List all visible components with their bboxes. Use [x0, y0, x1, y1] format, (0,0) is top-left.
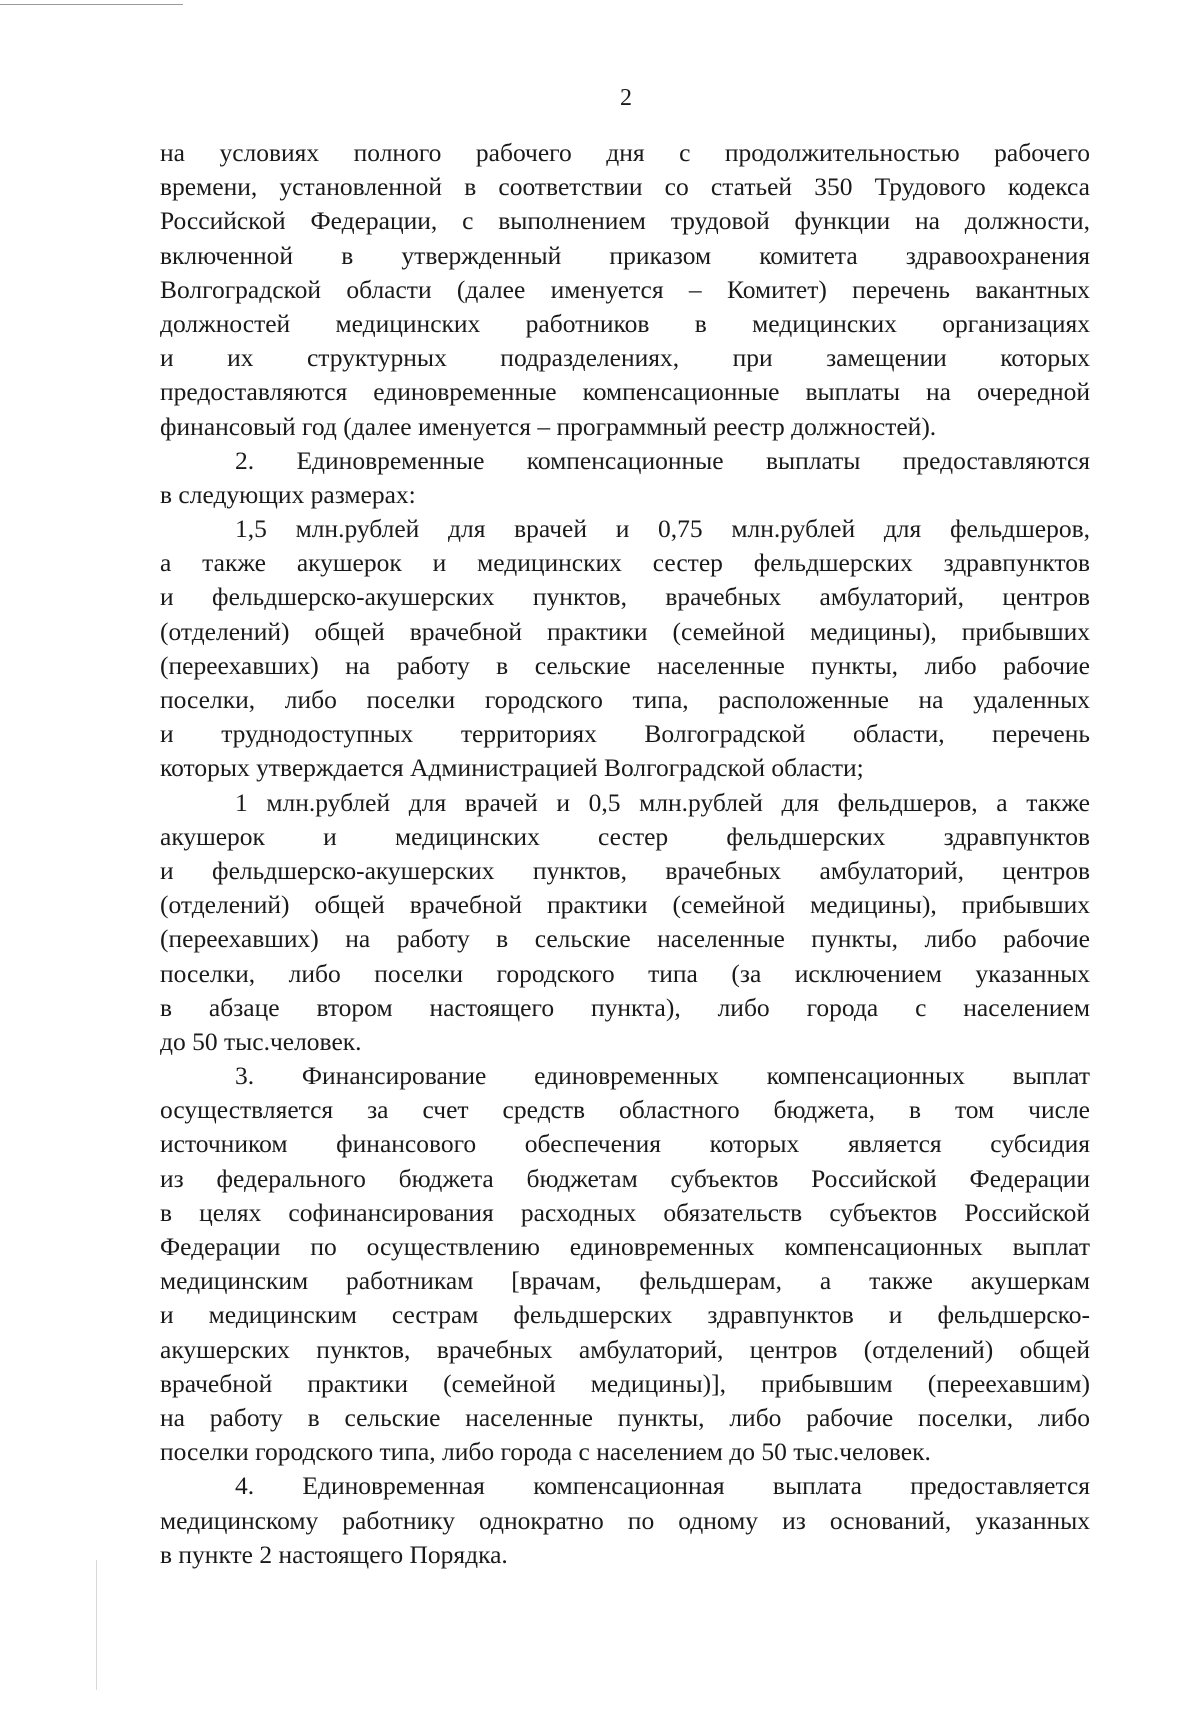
document-body [160, 136, 1090, 1572]
text-line: и фельдшерско-акушерских пунктов, врачебных амбулаторий, центров [160, 855, 1090, 885]
text-line: Российской Федерации, с выполнением трудовой функции на должности, [160, 206, 1090, 236]
text-line: и их структурных подразделениях, при замещении которых [160, 343, 1090, 373]
paragraph-first-line: 3. Финансирование единовременных компенсационных выплат [235, 1061, 1090, 1091]
text-line: финансовый год (далее именуется – программный реестр должностей). [160, 411, 937, 441]
text-line: в целях софинансирования расходных обязательств субъектов Российской [160, 1197, 1090, 1227]
text-line: источником финансового обеспечения которых является субсидия [160, 1129, 1090, 1159]
text-line: (отделений) общей врачебной практики (семейной медицины), прибывших [160, 616, 1090, 646]
text-line: на условиях полного рабочего дня с продолжительностью рабочего [160, 138, 1090, 167]
paragraph-first-line: 4. Единовременная компенсационная выплата предоставляется [235, 1471, 1090, 1501]
text-line: должностей медицинских работников в медицинских организациях [160, 308, 1090, 338]
text-line: и медицинским сестрам фельдшерских здравпунктов и фельдшерско- [160, 1300, 1090, 1330]
text-line: включенной в утвержденный приказом комитета здравоохранения [160, 240, 1090, 270]
text-line: Федерации по осуществлению единовременных компенсационных выплат [160, 1232, 1090, 1261]
text-line: а также акушерок и медицинских сестер фельдшерских здравпунктов [160, 548, 1090, 578]
text-line: в пункте 2 настоящего Порядка. [160, 1539, 508, 1569]
text-line: Волгоградской области (далее именуется – Комитет) перечень вакантных [160, 274, 1090, 304]
text-line: медицинским работникам [врачам, фельдшерам, а также акушеркам [160, 1266, 1090, 1296]
text-line: медицинскому работнику однократно по одному из оснований, указанных [160, 1505, 1090, 1535]
text-line: времени, установленной в соответствии со статьей 350 Трудового кодекса [160, 172, 1090, 202]
text-line: в следующих размерах: [160, 479, 416, 509]
text-line: в абзаце втором настоящего пункта), либо города с населением [160, 992, 1090, 1022]
text-line: предоставляются единовременные компенсационные выплаты на очередной [160, 377, 1090, 407]
text-line: (переехавших) на работу в сельские населенные пункты, либо рабочие [160, 924, 1090, 954]
text-line: поселки городского типа, либо города с населением до 50 тыс.человек. [160, 1437, 931, 1467]
text-line: поселки, либо поселки городского типа (за исключением указанных [160, 958, 1090, 988]
text-line: (отделений) общей врачебной практики (семейной медицины), прибывших [160, 890, 1090, 920]
text-line: поселки, либо поселки городского типа, расположенные на удаленных [160, 685, 1090, 714]
scan-margin-mark [96, 1560, 97, 1690]
text-line: акушерских пунктов, врачебных амбулаторий, центров (отделений) общей [160, 1334, 1090, 1364]
paragraph-first-line: 1 млн.рублей для врачей и 0,5 млн.рублей для фельдшеров, а также [235, 787, 1090, 817]
text-line: (переехавших) на работу в сельские населенные пункты, либо рабочие [160, 650, 1090, 680]
text-line: и труднодоступных территориях Волгоградской области, перечень [160, 719, 1090, 749]
text-line: и фельдшерско-акушерских пунктов, врачебных амбулаторий, центров [160, 582, 1090, 612]
page-number: 2 [620, 85, 632, 111]
text-line: из федерального бюджета бюджетам субъектов Российской Федерации [160, 1163, 1090, 1193]
text-line: до 50 тыс.человек. [160, 1026, 362, 1056]
scan-edge-line [0, 4, 183, 5]
paragraph-first-line: 2. Единовременные компенсационные выплаты предоставляются [235, 445, 1090, 475]
text-line: акушерок и медицинских сестер фельдшерских здравпунктов [160, 821, 1090, 851]
text-line: на работу в сельские населенные пункты, либо рабочие поселки, либо [160, 1402, 1090, 1432]
paragraph-first-line: 1,5 млн.рублей для врачей и 0,75 млн.рублей для фельдшеров, [235, 514, 1090, 544]
text-line: врачебной практики (семейной медицины)], прибывшим (переехавшим) [160, 1368, 1090, 1398]
text-line: осуществляется за счет средств областного бюджета, в том числе [160, 1095, 1090, 1125]
text-line: которых утверждается Администрацией Волгоградской области; [160, 753, 864, 783]
